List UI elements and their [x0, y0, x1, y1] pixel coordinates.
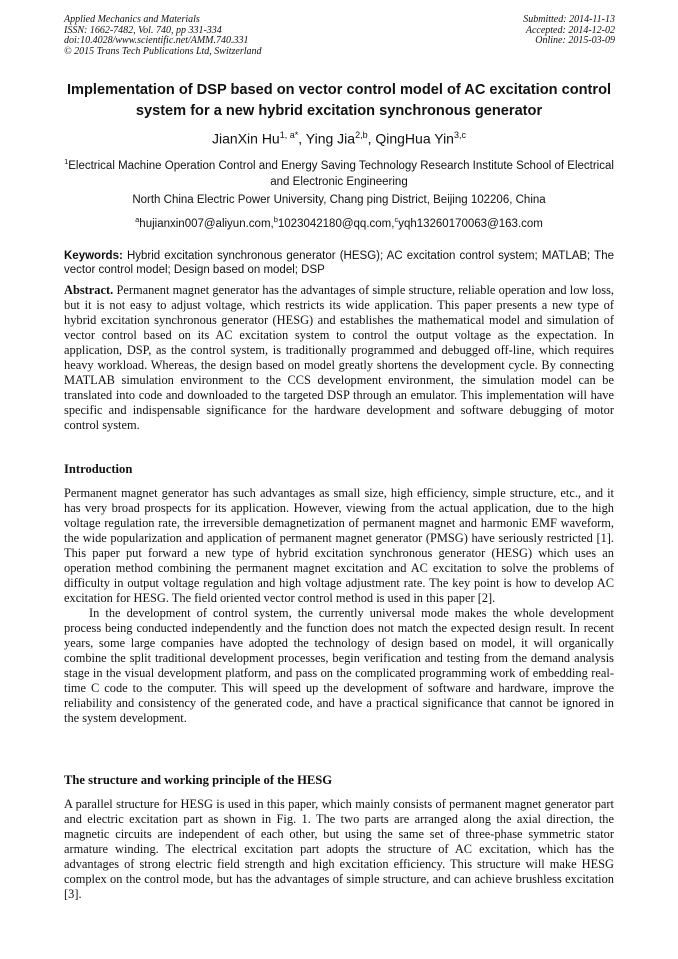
email-marker: a [135, 215, 140, 224]
author-list: JianXin $Hu^{1, a*}$, Ying Jia$^{2,b}$, QingHua Yin$^{3,c}$ [212, 130, 466, 147]
paragraph: A parallel structure for HESG is used in this paper, which mainly consists of permanent magnet generator part and electric excitation part as shown in Fig. 1. The two parts are arranged along the axial direction, the magnetic circuits are independent of each other, but using the same set of three-phase symmetric stator armature winding. The electrical excitation part adopts the structure of AC excitation, which has the advantages of strong electric field strength and high excitation efficiency. This structure will make HESG complex on the control mode, but has the advantages of simple structure, and can achieve brushless excitation [3]. [64, 797, 614, 901]
doi-line: doi:10.4028/www.scientific.net/AMM.740.331 [64, 35, 249, 46]
copyright-line: © 2015 Trans Tech Publications Ltd, Switzerland [64, 45, 262, 57]
author-sup: 3,c [453, 130, 466, 140]
author-name: Ying Jia [305, 130, 356, 147]
affiliation-line-1: Electrical Machine Operation Control and Energy Saving Technology Research Institute School of Electrical and Electronic Engineering [68, 159, 614, 188]
email-link: 1023042180@qq.com, [277, 217, 395, 230]
email-link: hujianxin007@aliyun.com, [139, 217, 274, 230]
email-link: yqh13260170063@163.com [398, 217, 543, 230]
author-sup: 1, a* [279, 130, 299, 140]
email-marker: c [394, 215, 399, 224]
affiliation-marker: 1 [64, 157, 69, 166]
abstract-text: Permanent magnet generator has the advantages of simple structure, reliable operation and low loss, but it is not easy to adjust voltage, which restricts its wide application. This paper presents a new type of hybrid excitation synchronous generator (HESG) and establishes the mathematical model and simulation of vector control based on its AC excitation system to control the output voltage as the expectation. In application, DSP, as the control system, is traditionally programmed and debugged off-line, which requires heavy workload. Whereas, the design based on model greatly shortens the development cycle. By connecting MATLAB simulation environment to the CCS development environment, the simulation model can be translated into code and downloaded to the targeted DSP through an emulator. This implementation will have specific and indispensable significance for the hardware development and software debugging of motor control system. [64, 283, 614, 432]
introduction-body [64, 486, 614, 726]
paragraph: Permanent magnet generator has such advantages as small size, high efficiency, simple structure, etc., and it has very broad prospects for its application. However, viewing from the actual application, due to the high voltage regulation rate, the irreversible demagnetization of permanent magnet and harmonic EMF waveform, the wide popularization and application of permanent magnet generator (PMSG) have seriously restricted [1]. This paper put forward a new type of hybrid excitation synchronous generator (HESG) which uses an operation method combining the permanent magnet excitation and AC excitation to solve the problems of difficulty in output voltage regulation and high voltage adjustment rate. The key point is how to develop AC excitation for HESG. The field oriented vector control method is used in this paper [2]. [64, 486, 614, 605]
keywords [64, 249, 614, 277]
section-heading-structure: The structure and working principle of the HESG [64, 773, 333, 787]
abstract-label: Abstract. [64, 283, 114, 297]
affiliation-2: North China Electric Power University, Chang ping District, Beijing 102206, China [132, 194, 546, 206]
keywords-text: Hybrid excitation synchronous generator (HESG); AC excitation control system; MATLAB; The vector control model; Design based on model; DSP [64, 250, 614, 276]
author-name: QingHua Yin [375, 130, 454, 147]
keywords-label: Keywords: [64, 250, 123, 262]
email-marker: b [273, 215, 278, 224]
issn-line: ISSN: 1662-7482, Vol. 740, pp 331-334 [64, 24, 222, 36]
journal-info [64, 15, 262, 57]
paper-title: Implementation of DSP based on vector control model of AC excitation control system for a new hybrid excitation synchronous generator [66, 82, 612, 119]
online-date: Online: 2015-03-09 [535, 35, 615, 46]
submitted-date: Submitted: 2014-11-13 [523, 14, 615, 25]
paragraph: In the development of control system, the currently universal mode makes the whole development process being conducted independently and the function does not match the expected design result. In recent years, some large companies have adopted the technology of design based on model, it will organically combine the split traditional development processes, begin verification and testing from the demand analysis stage in the visual development platform, and pass on the complicated programming work of embedding real-time C code to the computer. This will speed up the development of software and hardware, improve the reliability and consistency of the generated code, and have a practical significance that cannot be ignored in the system development. [64, 606, 614, 725]
author-sup: 2,b [355, 130, 368, 140]
email-line [58, 212, 620, 232]
section-heading-introduction: Introduction [64, 462, 133, 476]
author-name: JianXin Hu [212, 130, 280, 147]
accepted-date: Accepted: 2014-12-02 [525, 24, 615, 36]
structure-body [64, 797, 614, 902]
journal-name: Applied Mechanics and Materials [64, 14, 200, 25]
affiliation-1 [58, 154, 620, 190]
abstract [64, 283, 614, 433]
submission-dates [523, 15, 615, 47]
